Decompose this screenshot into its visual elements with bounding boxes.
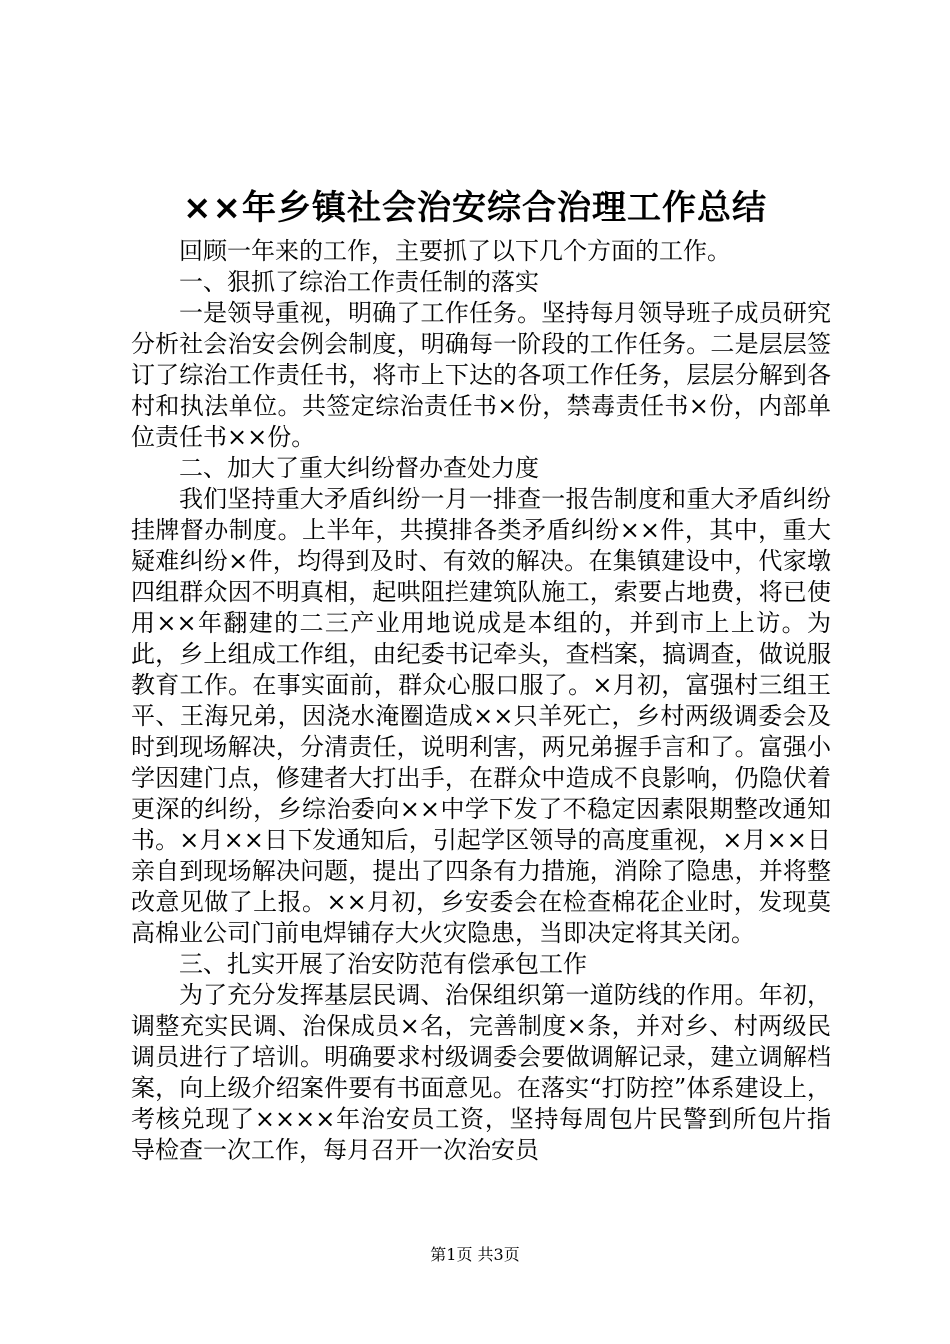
document-title: ××年乡镇社会治安综合治理工作总结	[183, 188, 767, 228]
section-heading-2: 二、加大了重大纠纷督办查处力度	[179, 454, 539, 482]
paragraph-section-3: 为了充分发挥基层民调、治保组织第一道防线的作用。年初，调整充实民调、治保成员×名，完善制度×条，并对乡、村两级民调员进行了培训。明确要求村级调委会要做调解记录，建立调解档案，向上级介绍案件要有书面意见。在落实“打防控”体系建设上，考核兑现了××××年治安员工资，坚持每周包片民警到所包片指导检查一次工作，每月召开一次治安员	[131, 981, 831, 1164]
paragraph-intro: 回顾一年来的工作，主要抓了以下几个方面的工作。	[179, 237, 731, 265]
paragraph-section-1: 一是领导重视，明确了工作任务。坚持每月领导班子成员研究分析社会治安会例会制度，明确每一阶段的工作任务。二是层层签订了综治工作责任书，将市上下达的各项工作任务，层层分解到各村和执法单位。共签定综治责任书×份，禁毒责任书×份，内部单位责任书××份。	[131, 299, 831, 451]
page-footer: 第1页 共3页	[430, 1245, 520, 1264]
section-heading-3: 三、扎实开展了治安防范有偿承包工作	[179, 950, 587, 978]
section-heading-1: 一、狠抓了综治工作责任制的落实	[179, 268, 539, 296]
document-body	[131, 236, 831, 1166]
paragraph-section-2: 我们坚持重大矛盾纠纷一月一排查一报告制度和重大矛盾纠纷挂牌督办制度。上半年，共摸排各类矛盾纠纷××件，其中，重大疑难纠纷×件，均得到及时、有效的解决。在集镇建设中，代家墩四组群众因不明真相，起哄阻拦建筑队施工，索要占地费，将已使用××年翻建的二三产业用地说成是本组的，并到市上上访。为此，乡上组成工作组，由纪委书记牵头，查档案，搞调查，做说服教育工作。在事实面前，群众心服口服了。×月初，富强村三组王平、王海兄弟，因浇水淹圈造成××只羊死亡，乡村两级调委会及时到现场解决，分清责任，说明利害，两兄弟握手言和了。富强小学因建门点，修建者大打出手，在群众中造成不良影响，仍隐伏着更深的纠纷，乡综治委向××中学下发了不稳定因素限期整改通知书。×月××日下发通知后，引起学区领导的高度重视，×月××日亲自到现场解决问题，提出了四条有力措施，消除了隐患，并将整改意见做了上报。××月初，乡安委会在检查棉花企业时，发现莫高棉业公司门前电焊铺存大火灾隐患，当即决定将其关闭。	[131, 485, 831, 947]
